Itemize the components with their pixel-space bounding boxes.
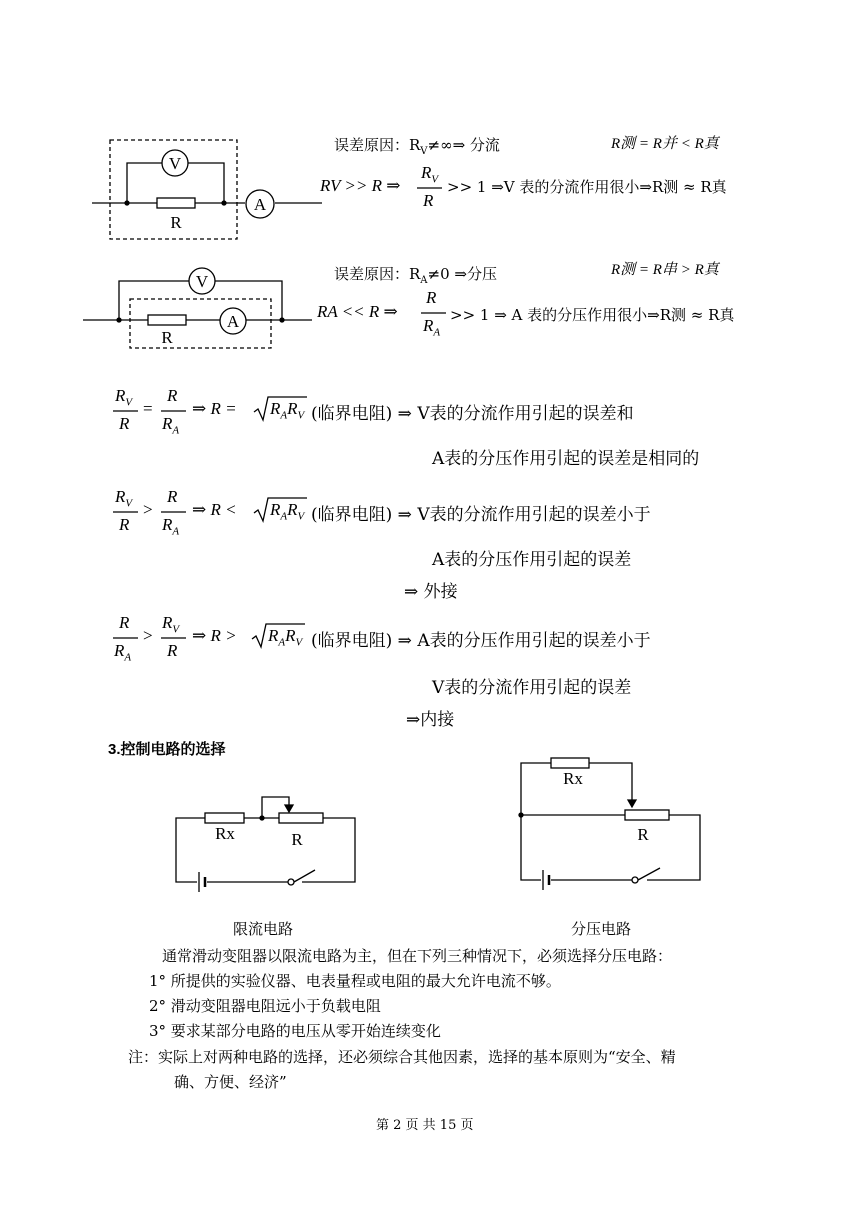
- rheostat: [279, 813, 323, 823]
- wire: [188, 163, 224, 203]
- wire: [176, 818, 205, 882]
- slider-arrow: [285, 805, 293, 812]
- error-cause-2: 误差原因：$R_A\ne 0$ ⇒分压: [334, 265, 497, 286]
- error-cause-1: 误差原因：$R_V\ne\infty\Rightarrow$ 分流: [334, 136, 500, 157]
- switch-blade: [294, 870, 315, 882]
- switch-pivot: [288, 879, 294, 885]
- condition-3: 3° 要求某部分电路的电压从零开始连续变化: [149, 1022, 441, 1040]
- junction-dot: [117, 318, 121, 322]
- resistor-rx: [551, 758, 589, 768]
- ammeter-label: A: [226, 312, 240, 331]
- fraction-numerator: $R_V$: [421, 163, 439, 186]
- voltmeter-label: V: [195, 272, 209, 291]
- resistor-rx: [205, 813, 244, 823]
- page-footer: 第 2 页 共 15 页: [376, 1118, 474, 1133]
- rheostat-label: R: [291, 830, 303, 849]
- formula-2-rhs: >> 1 ⇒ A 表的分压作用很小⇒R测 ≈ R真: [450, 306, 735, 324]
- junction-dot: [125, 201, 129, 205]
- case3-line3: ⇒内接: [406, 710, 455, 730]
- case3-line1: (临界电阻) ⇒ A表的分压作用引起的误差小于: [311, 631, 651, 651]
- resistor-label: R: [170, 213, 182, 232]
- switch-pivot: [632, 877, 638, 883]
- junction-dot: [260, 816, 264, 820]
- formula-1-rhs: >> 1 ⇒V 表的分流作用很小⇒R测 ≈ R真: [447, 178, 727, 196]
- note-line-1: 注：实际上对两种电路的选择，还必须综合其他因素，选择的基本原则为“安全、精: [128, 1048, 676, 1066]
- voltage-divider-circuit: [519, 758, 700, 890]
- fraction-numerator: R: [426, 288, 437, 307]
- junction-dot: [280, 318, 284, 322]
- intro-paragraph: 通常滑动变阻器以限流电路为主，但在下列三种情况下，必须选择分压电路：: [162, 947, 673, 965]
- circuit-external-connection: [92, 140, 322, 239]
- case3-line2: V表的分流作用引起的误差: [432, 678, 632, 698]
- slider-arrow: [628, 800, 636, 807]
- fraction-denominator: $R_A$: [423, 316, 441, 339]
- formula-2-lhs: RA << R ⇒: [317, 302, 398, 321]
- voltmeter-label: V: [168, 154, 182, 173]
- case2-line1: (临界电阻) ⇒ V表的分流作用引起的误差小于: [311, 505, 651, 525]
- rheostat: [625, 810, 669, 820]
- section-heading: 3.控制电路的选择: [108, 741, 226, 758]
- result-2: R测 = R串 > R真: [611, 262, 719, 278]
- ammeter-label: A: [253, 195, 267, 214]
- note-line-2: 确、方便、经济”: [174, 1073, 287, 1091]
- wire: [127, 163, 162, 203]
- wire: [521, 763, 551, 880]
- junction-dot: [519, 813, 523, 817]
- condition-1: 1° 所提供的实验仪器、电表量程或电阻的最大允许电流不够。: [149, 972, 561, 990]
- caption-current-limiting: 限流电路: [233, 920, 294, 938]
- case2-line2: A表的分压作用引起的误差: [432, 550, 632, 570]
- wire: [589, 763, 632, 805]
- condition-2: 2° 滑动变阻器电阻远小于负载电阻: [149, 997, 381, 1015]
- switch-blade: [638, 868, 660, 880]
- rheostat-label: R: [637, 825, 649, 844]
- rx-label: Rx: [215, 824, 235, 843]
- result-1: R测 = R并 < R真: [611, 136, 719, 152]
- formula-1-lhs: RV >> R ⇒: [320, 176, 401, 195]
- caption-voltage-divider: 分压电路: [571, 920, 632, 938]
- case2-line3: ⇒ 外接: [404, 582, 458, 602]
- resistor-label: R: [161, 328, 173, 347]
- case1-line2: A表的分压作用引起的误差是相同的: [432, 449, 700, 469]
- rx-label: Rx: [563, 769, 583, 788]
- fraction-denominator: R: [423, 191, 434, 210]
- resistor-symbol: [148, 315, 186, 325]
- resistor-symbol: [157, 198, 195, 208]
- case1-line1: (临界电阻) ⇒ V表的分流作用引起的误差和: [311, 404, 634, 424]
- junction-dot: [222, 201, 226, 205]
- current-limiting-circuit: [176, 797, 355, 892]
